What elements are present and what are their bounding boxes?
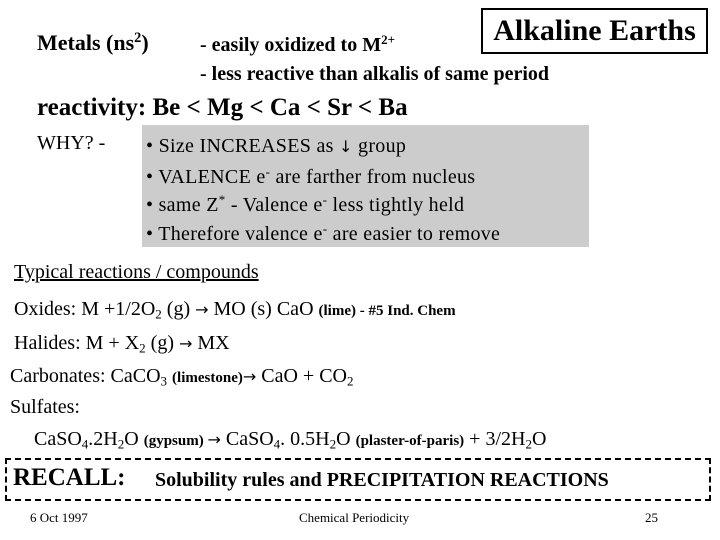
why-bullet-zstar bbox=[146, 192, 464, 217]
why-bullet-size bbox=[146, 135, 406, 158]
why-bullet-valence-sup: - bbox=[265, 164, 271, 179]
footer-page-number: 25 bbox=[645, 510, 658, 525]
metals-close: ) bbox=[141, 30, 149, 55]
halides-product: MX bbox=[192, 332, 230, 354]
why-bullet-size-text: • Size INCREASES as bbox=[146, 135, 340, 157]
halides-text: Halides: M + X bbox=[14, 332, 140, 354]
right-arrow-icon: → bbox=[178, 334, 193, 353]
sulfates-line bbox=[34, 428, 546, 452]
right-arrow-icon: → bbox=[207, 430, 221, 449]
right-arrow-icon: → bbox=[195, 300, 209, 319]
sulfates-text-d: CaSO bbox=[220, 428, 274, 450]
right-arrow-icon: → bbox=[242, 367, 257, 386]
sulfates-text-a: CaSO bbox=[34, 428, 82, 450]
oxides-text: Oxides: M +1/2O bbox=[14, 298, 156, 320]
oxides-gas: (g) bbox=[161, 298, 196, 320]
why-bullet-therefore-text: • Therefore valence e bbox=[146, 223, 323, 246]
sulfates-text-f: O bbox=[336, 428, 356, 450]
sulfates-text-h: O bbox=[531, 428, 547, 450]
why-label: WHY? - bbox=[37, 132, 106, 154]
recall-label: RECALL: bbox=[13, 464, 126, 491]
sulfates-sub5: 2 bbox=[525, 436, 532, 452]
oxidized-text: - easily oxidized to M bbox=[200, 34, 382, 57]
sulfates-note-gypsum: (gypsum) bbox=[143, 433, 208, 449]
footer-title: Chemical Periodicity bbox=[299, 510, 410, 525]
metals-heading bbox=[37, 30, 149, 56]
sulfates-text-b: .2H bbox=[88, 428, 118, 450]
carbonates-product: CaO + CO bbox=[256, 365, 347, 387]
oxides-product: MO (s) CaO bbox=[208, 298, 319, 320]
why-bullet-zstar-sup2: - bbox=[322, 192, 328, 207]
carbonates-note: (limestone) bbox=[172, 370, 243, 386]
why-bullet-valence-text: • VALENCE e bbox=[146, 166, 266, 189]
oxides-note: (lime) - #5 Ind. Chem bbox=[318, 303, 456, 319]
why-bullet-valence-suffix: are farther from nucleus bbox=[270, 166, 476, 189]
sulfates-sub3: 4 bbox=[273, 436, 281, 452]
halides-gas: (g) bbox=[145, 332, 179, 354]
why-bullet-zstar-middle: - Valence e bbox=[225, 194, 323, 217]
sulfates-text-c: O bbox=[124, 428, 144, 450]
footer-date: 6 Oct 1997 bbox=[30, 510, 88, 525]
sulfates-text-e: . 0.5H bbox=[280, 428, 330, 450]
sulfates-sub4: 2 bbox=[329, 436, 337, 452]
sulfates-sub2: 2 bbox=[117, 436, 125, 452]
why-bullet-therefore bbox=[146, 221, 500, 246]
carbonates-text: Carbonates: CaCO bbox=[10, 365, 161, 387]
why-bullet-therefore-suffix: are easier to remove bbox=[327, 223, 501, 246]
typical-heading: Typical reactions / compounds bbox=[14, 261, 259, 283]
sulfates-text-g: + 3/2H bbox=[464, 428, 526, 450]
sulfates-label: Sulfates: bbox=[10, 396, 80, 418]
sulfates-note-plaster: (plaster-of-paris) bbox=[355, 433, 465, 449]
why-bullet-therefore-sup: - bbox=[322, 221, 328, 236]
reactivity-line: reactivity: Be < Mg < Ca < Sr < Ba bbox=[37, 94, 408, 121]
carbonates-sub: 3 bbox=[160, 373, 168, 389]
less-reactive-note: - less reactive than alkalis of same period bbox=[200, 63, 550, 85]
why-bullet-zstar-text: • same Z bbox=[146, 194, 219, 217]
carbonates-line bbox=[10, 365, 353, 389]
metals-sup: 2 bbox=[134, 30, 142, 47]
halides-sub: 2 bbox=[139, 340, 146, 356]
sulfates-sub1: 4 bbox=[81, 436, 89, 452]
oxides-line bbox=[14, 298, 456, 322]
metals-text: Metals (ns bbox=[37, 30, 135, 55]
title-box bbox=[481, 8, 708, 54]
halides-line bbox=[14, 332, 230, 356]
recall-text: Solubility rules and PRECIPITATION REACTIONS bbox=[155, 469, 609, 491]
down-arrow-icon: ↓ bbox=[339, 137, 353, 156]
why-bullet-valence bbox=[146, 164, 475, 189]
oxides-sub: 2 bbox=[155, 306, 162, 322]
why-bullet-size-suffix: group bbox=[352, 135, 407, 157]
oxidized-sup: 2+ bbox=[381, 32, 396, 47]
carbonates-sub2: 2 bbox=[346, 373, 354, 389]
why-bullet-zstar-suffix: less tightly held bbox=[327, 194, 465, 217]
oxidized-note bbox=[200, 32, 395, 57]
why-bullet-zstar-sup: * bbox=[218, 192, 226, 207]
page-title: Alkaline Earths bbox=[493, 14, 696, 47]
